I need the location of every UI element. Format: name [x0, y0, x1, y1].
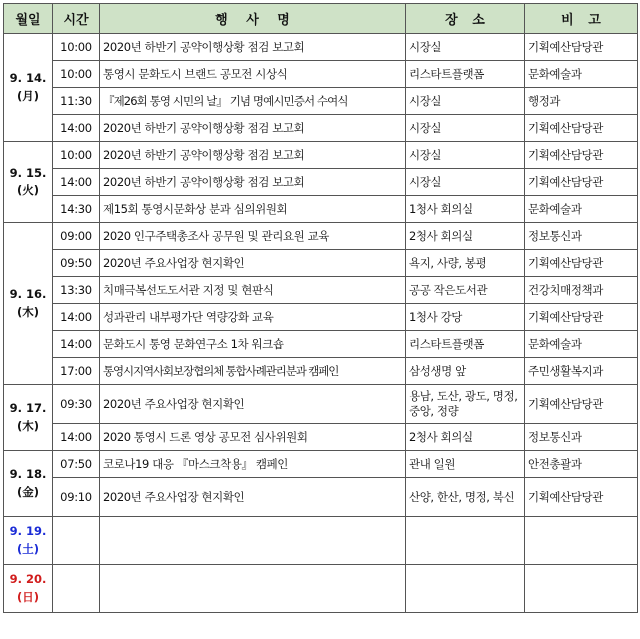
note-cell: 기획예산담당관 — [525, 169, 638, 196]
event-cell: 2020 통영시 드론 영상 공모전 심사위원회 — [100, 424, 406, 451]
note-cell — [525, 517, 638, 565]
table-row — [4, 424, 638, 451]
time-cell: 11:30 — [53, 88, 100, 115]
time-cell: 07:50 — [53, 451, 100, 478]
note-cell: 정보통신과 — [525, 424, 638, 451]
note-cell: 기획예산담당관 — [525, 142, 638, 169]
place-cell: 삼성생명 앞 — [406, 358, 525, 385]
table-row — [4, 142, 638, 169]
event-cell: 2020년 하반기 공약이행상황 점검 보고회 — [100, 34, 406, 61]
time-cell: 14:00 — [53, 331, 100, 358]
note-cell: 기획예산담당관 — [525, 34, 638, 61]
table-row — [4, 331, 638, 358]
weekday-label: (火) — [16, 183, 39, 197]
table-row — [4, 304, 638, 331]
event-cell: 문화도시 통영 문화연구소 1차 워크숍 — [100, 331, 406, 358]
place-cell — [406, 517, 525, 565]
note-cell: 정보통신과 — [525, 223, 638, 250]
table-row — [4, 250, 638, 277]
table-row — [4, 34, 638, 61]
weekday-label: (木) — [16, 304, 39, 319]
date-cell — [4, 517, 53, 565]
date-label: 9. 14. — [9, 71, 47, 86]
weekday-label: (木) — [16, 418, 39, 433]
date-label: 9. 16. — [9, 287, 47, 302]
event-cell: 2020년 주요사업장 현지확인 — [100, 385, 406, 424]
place-cell: 시장실 — [406, 142, 525, 169]
note-cell — [525, 565, 638, 613]
event-cell: 2020년 하반기 공약이행상황 점검 보고회 — [100, 169, 406, 196]
place-cell: 2청사 회의실 — [406, 223, 525, 250]
time-cell: 09:00 — [53, 223, 100, 250]
time-cell: 09:30 — [53, 385, 100, 424]
event-cell: 2020 인구주택총조사 공무원 및 관리요원 교육 — [100, 223, 406, 250]
date-cell — [4, 142, 53, 223]
place-cell: 용남, 도산, 광도, 명정, 중앙, 정량 — [406, 385, 525, 424]
note-cell: 기획예산담당관 — [525, 250, 638, 277]
place-cell: 1청사 강당 — [406, 304, 525, 331]
event-cell: 제15회 통영시문화상 분과 심의위원회 — [100, 196, 406, 223]
date-label: 9. 20. — [9, 572, 47, 587]
date-label: 9. 19. — [9, 524, 47, 539]
weekday-label: (月) — [16, 88, 39, 103]
weekday-label: (金) — [16, 484, 39, 499]
time-cell: 17:00 — [53, 358, 100, 385]
place-cell: 1청사 회의실 — [406, 196, 525, 223]
event-cell: 통영시지역사회보장협의체 통합사례관리분과 캠페인 — [100, 358, 406, 385]
table-row — [4, 478, 638, 517]
table-row — [4, 277, 638, 304]
time-cell: 14:00 — [53, 424, 100, 451]
place-cell: 욕지, 사량, 봉평 — [406, 250, 525, 277]
table-row — [4, 517, 638, 565]
time-cell: 10:00 — [53, 61, 100, 88]
event-cell: 치매극복선도도서관 지정 및 현판식 — [100, 277, 406, 304]
time-cell — [53, 565, 100, 613]
time-cell: 14:30 — [53, 196, 100, 223]
event-cell — [100, 517, 406, 565]
weekday-label: (日) — [16, 589, 39, 604]
date-cell — [4, 34, 53, 142]
date-cell — [4, 385, 53, 451]
table-row — [4, 115, 638, 142]
table-row — [4, 223, 638, 250]
note-cell: 주민생활복지과 — [525, 358, 638, 385]
event-cell: 2020년 하반기 공약이행상황 점검 보고회 — [100, 115, 406, 142]
time-cell — [53, 517, 100, 565]
note-cell: 기획예산담당관 — [525, 115, 638, 142]
event-cell: 통영시 문화도시 브랜드 공모전 시상식 — [100, 61, 406, 88]
table-row — [4, 61, 638, 88]
table-row — [4, 196, 638, 223]
time-cell: 09:50 — [53, 250, 100, 277]
place-cell: 시장실 — [406, 115, 525, 142]
place-cell: 2청사 회의실 — [406, 424, 525, 451]
header-row — [4, 4, 638, 34]
note-cell: 문화예술과 — [525, 196, 638, 223]
header-time: 시간 — [53, 4, 100, 34]
event-cell: 2020년 주요사업장 현지확인 — [100, 478, 406, 517]
event-cell: 코로나19 대응 『마스크착용』 캠페인 — [100, 451, 406, 478]
table-row — [4, 565, 638, 613]
place-cell: 시장실 — [406, 88, 525, 115]
note-cell: 문화예술과 — [525, 331, 638, 358]
time-cell: 14:00 — [53, 169, 100, 196]
table-row — [4, 88, 638, 115]
note-cell: 문화예술과 — [525, 61, 638, 88]
note-cell: 안전총괄과 — [525, 451, 638, 478]
time-cell: 14:00 — [53, 115, 100, 142]
event-cell: 2020년 주요사업장 현지확인 — [100, 250, 406, 277]
time-cell: 10:00 — [53, 142, 100, 169]
place-cell: 리스타트플랫폼 — [406, 331, 525, 358]
event-cell: 『제26회 통영 시민의 날』 기념 명예시민증서 수여식 — [100, 88, 406, 115]
place-cell — [406, 565, 525, 613]
event-cell: 성과관리 내부평가단 역량강화 교육 — [100, 304, 406, 331]
place-cell: 시장실 — [406, 34, 525, 61]
time-cell: 14:00 — [53, 304, 100, 331]
table-row — [4, 385, 638, 424]
date-cell — [4, 565, 53, 613]
schedule-table — [3, 3, 638, 613]
header-date: 월일 — [4, 4, 53, 34]
note-cell: 기획예산담당관 — [525, 385, 638, 424]
note-cell: 건강치매정책과 — [525, 277, 638, 304]
table-row — [4, 169, 638, 196]
place-cell: 관내 일원 — [406, 451, 525, 478]
event-cell: 2020년 하반기 공약이행상황 점검 보고회 — [100, 142, 406, 169]
date-label: 9. 18. — [9, 467, 47, 482]
date-label: 9. 15. — [9, 165, 47, 180]
header-place: 장 소 — [406, 4, 525, 34]
header-event: 행 사 명 — [100, 4, 406, 34]
note-cell: 기획예산담당관 — [525, 478, 638, 517]
date-label: 9. 17. — [9, 401, 47, 416]
note-cell: 행정과 — [525, 88, 638, 115]
time-cell: 10:00 — [53, 34, 100, 61]
place-cell: 산양, 한산, 명정, 북신 — [406, 478, 525, 517]
place-cell: 시장실 — [406, 169, 525, 196]
time-cell: 13:30 — [53, 277, 100, 304]
header-note: 비 고 — [525, 4, 638, 34]
table-row — [4, 358, 638, 385]
note-cell: 기획예산담당관 — [525, 304, 638, 331]
place-cell: 리스타트플랫폼 — [406, 61, 525, 88]
date-cell — [4, 451, 53, 517]
event-cell — [100, 565, 406, 613]
place-cell: 공공 작은도서관 — [406, 277, 525, 304]
table-row — [4, 451, 638, 478]
weekday-label: (土) — [16, 541, 39, 556]
date-cell — [4, 223, 53, 385]
time-cell: 09:10 — [53, 478, 100, 517]
